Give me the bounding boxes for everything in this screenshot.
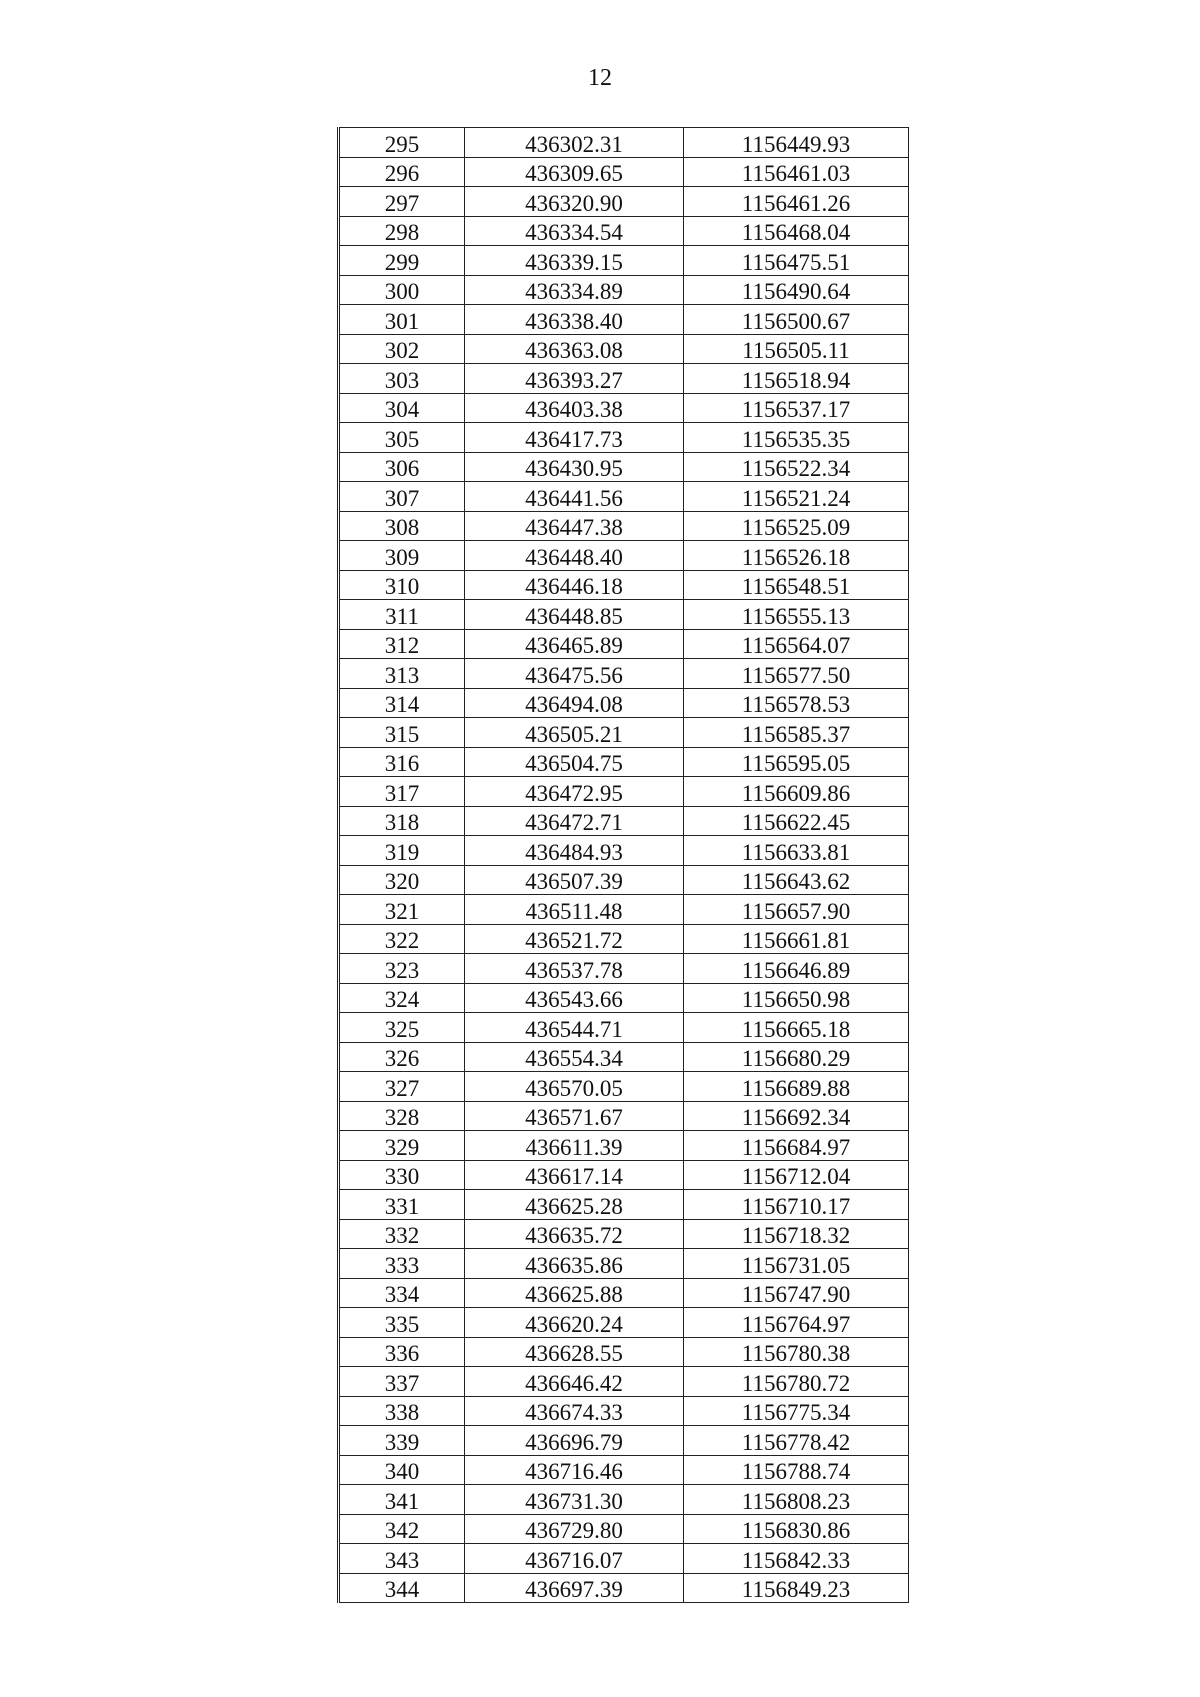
x-coordinate-cell: 436507.39 — [465, 865, 684, 895]
y-coordinate-cell: 1156764.97 — [684, 1308, 909, 1338]
table-row — [339, 1337, 909, 1367]
y-coordinate-cell: 1156710.17 — [684, 1190, 909, 1220]
y-coordinate-cell: 1156537.17 — [684, 393, 909, 423]
table-row — [339, 1190, 909, 1220]
x-coordinate-cell: 436504.75 — [465, 747, 684, 777]
x-coordinate-cell: 436320.90 — [465, 187, 684, 217]
x-coordinate-cell: 436338.40 — [465, 305, 684, 335]
x-coordinate-cell: 436729.80 — [465, 1514, 684, 1544]
y-coordinate-cell: 1156657.90 — [684, 895, 909, 925]
x-coordinate-cell: 436543.66 — [465, 983, 684, 1013]
x-coordinate-cell: 436646.42 — [465, 1367, 684, 1397]
table-row — [339, 1219, 909, 1249]
x-coordinate-cell: 436674.33 — [465, 1396, 684, 1426]
point-number-cell: 315 — [339, 718, 465, 748]
x-coordinate-cell: 436446.18 — [465, 570, 684, 600]
y-coordinate-cell: 1156521.24 — [684, 482, 909, 512]
x-coordinate-cell: 436570.05 — [465, 1072, 684, 1102]
table-row — [339, 570, 909, 600]
point-number-cell: 319 — [339, 836, 465, 866]
table-row — [339, 1013, 909, 1043]
x-coordinate-cell: 436716.07 — [465, 1544, 684, 1574]
point-number-cell: 329 — [339, 1131, 465, 1161]
x-coordinate-cell: 436472.71 — [465, 806, 684, 836]
point-number-cell: 342 — [339, 1514, 465, 1544]
table-row — [339, 511, 909, 541]
y-coordinate-cell: 1156775.34 — [684, 1396, 909, 1426]
point-number-cell: 304 — [339, 393, 465, 423]
y-coordinate-cell: 1156578.53 — [684, 688, 909, 718]
y-coordinate-cell: 1156780.38 — [684, 1337, 909, 1367]
y-coordinate-cell: 1156830.86 — [684, 1514, 909, 1544]
point-number-cell: 317 — [339, 777, 465, 807]
y-coordinate-cell: 1156643.62 — [684, 865, 909, 895]
x-coordinate-cell: 436554.34 — [465, 1042, 684, 1072]
table-row — [339, 865, 909, 895]
x-coordinate-cell: 436430.95 — [465, 452, 684, 482]
y-coordinate-cell: 1156778.42 — [684, 1426, 909, 1456]
y-coordinate-cell: 1156712.04 — [684, 1160, 909, 1190]
y-coordinate-cell: 1156468.04 — [684, 216, 909, 246]
point-number-cell: 335 — [339, 1308, 465, 1338]
point-number-cell: 313 — [339, 659, 465, 689]
y-coordinate-cell: 1156692.34 — [684, 1101, 909, 1131]
x-coordinate-cell: 436617.14 — [465, 1160, 684, 1190]
table-row — [339, 924, 909, 954]
x-coordinate-cell: 436417.73 — [465, 423, 684, 453]
table-row — [339, 305, 909, 335]
point-number-cell: 323 — [339, 954, 465, 984]
x-coordinate-cell: 436571.67 — [465, 1101, 684, 1131]
y-coordinate-cell: 1156684.97 — [684, 1131, 909, 1161]
table-row — [339, 246, 909, 276]
table-row — [339, 954, 909, 984]
table-row — [339, 1072, 909, 1102]
y-coordinate-cell: 1156646.89 — [684, 954, 909, 984]
point-number-cell: 326 — [339, 1042, 465, 1072]
y-coordinate-cell: 1156526.18 — [684, 541, 909, 571]
y-coordinate-cell: 1156490.64 — [684, 275, 909, 305]
point-number-cell: 341 — [339, 1485, 465, 1515]
x-coordinate-cell: 436635.72 — [465, 1219, 684, 1249]
table-row — [339, 1160, 909, 1190]
table-row — [339, 747, 909, 777]
table-row — [339, 1249, 909, 1279]
point-number-cell: 312 — [339, 629, 465, 659]
y-coordinate-cell: 1156665.18 — [684, 1013, 909, 1043]
point-number-cell: 298 — [339, 216, 465, 246]
table-row — [339, 452, 909, 482]
point-number-cell: 309 — [339, 541, 465, 571]
point-number-cell: 336 — [339, 1337, 465, 1367]
point-number-cell: 328 — [339, 1101, 465, 1131]
y-coordinate-cell: 1156500.67 — [684, 305, 909, 335]
table-row — [339, 895, 909, 925]
y-coordinate-cell: 1156518.94 — [684, 364, 909, 394]
table-row — [339, 836, 909, 866]
y-coordinate-cell: 1156842.33 — [684, 1544, 909, 1574]
y-coordinate-cell: 1156622.45 — [684, 806, 909, 836]
coordinates-table — [337, 127, 909, 1603]
table-row — [339, 1455, 909, 1485]
x-coordinate-cell: 436447.38 — [465, 511, 684, 541]
table-row — [339, 393, 909, 423]
table-row — [339, 1426, 909, 1456]
point-number-cell: 340 — [339, 1455, 465, 1485]
x-coordinate-cell: 436494.08 — [465, 688, 684, 718]
y-coordinate-cell: 1156461.03 — [684, 157, 909, 187]
table-row — [339, 718, 909, 748]
page-number: 12 — [588, 65, 612, 91]
x-coordinate-cell: 436697.39 — [465, 1573, 684, 1603]
table-row — [339, 482, 909, 512]
table-row — [339, 157, 909, 187]
x-coordinate-cell: 436544.71 — [465, 1013, 684, 1043]
table-row — [339, 187, 909, 217]
y-coordinate-cell: 1156535.35 — [684, 423, 909, 453]
x-coordinate-cell: 436511.48 — [465, 895, 684, 925]
x-coordinate-cell: 436628.55 — [465, 1337, 684, 1367]
point-number-cell: 305 — [339, 423, 465, 453]
x-coordinate-cell: 436635.86 — [465, 1249, 684, 1279]
point-number-cell: 322 — [339, 924, 465, 954]
point-number-cell: 295 — [339, 128, 465, 158]
point-number-cell: 316 — [339, 747, 465, 777]
x-coordinate-cell: 436448.40 — [465, 541, 684, 571]
table-row — [339, 1131, 909, 1161]
point-number-cell: 343 — [339, 1544, 465, 1574]
point-number-cell: 330 — [339, 1160, 465, 1190]
y-coordinate-cell: 1156661.81 — [684, 924, 909, 954]
y-coordinate-cell: 1156609.86 — [684, 777, 909, 807]
table-row — [339, 659, 909, 689]
y-coordinate-cell: 1156595.05 — [684, 747, 909, 777]
y-coordinate-cell: 1156780.72 — [684, 1367, 909, 1397]
table-row — [339, 1396, 909, 1426]
point-number-cell: 320 — [339, 865, 465, 895]
y-coordinate-cell: 1156505.11 — [684, 334, 909, 364]
y-coordinate-cell: 1156577.50 — [684, 659, 909, 689]
point-number-cell: 297 — [339, 187, 465, 217]
table-row — [339, 1514, 909, 1544]
table-row — [339, 1278, 909, 1308]
table-row — [339, 983, 909, 1013]
y-coordinate-cell: 1156555.13 — [684, 600, 909, 630]
table-row — [339, 1544, 909, 1574]
x-coordinate-cell: 436505.21 — [465, 718, 684, 748]
x-coordinate-cell: 436484.93 — [465, 836, 684, 866]
point-number-cell: 301 — [339, 305, 465, 335]
y-coordinate-cell: 1156747.90 — [684, 1278, 909, 1308]
point-number-cell: 338 — [339, 1396, 465, 1426]
x-coordinate-cell: 436339.15 — [465, 246, 684, 276]
y-coordinate-cell: 1156680.29 — [684, 1042, 909, 1072]
x-coordinate-cell: 436334.54 — [465, 216, 684, 246]
point-number-cell: 303 — [339, 364, 465, 394]
point-number-cell: 308 — [339, 511, 465, 541]
y-coordinate-cell: 1156689.88 — [684, 1072, 909, 1102]
x-coordinate-cell: 436716.46 — [465, 1455, 684, 1485]
table-row — [339, 1367, 909, 1397]
y-coordinate-cell: 1156522.34 — [684, 452, 909, 482]
x-coordinate-cell: 436475.56 — [465, 659, 684, 689]
y-coordinate-cell: 1156548.51 — [684, 570, 909, 600]
point-number-cell: 302 — [339, 334, 465, 364]
y-coordinate-cell: 1156849.23 — [684, 1573, 909, 1603]
y-coordinate-cell: 1156585.37 — [684, 718, 909, 748]
x-coordinate-cell: 436403.38 — [465, 393, 684, 423]
table-row — [339, 1042, 909, 1072]
y-coordinate-cell: 1156564.07 — [684, 629, 909, 659]
point-number-cell: 333 — [339, 1249, 465, 1279]
table-row — [339, 128, 909, 158]
x-coordinate-cell: 436537.78 — [465, 954, 684, 984]
x-coordinate-cell: 436611.39 — [465, 1131, 684, 1161]
table-row — [339, 1573, 909, 1603]
point-number-cell: 324 — [339, 983, 465, 1013]
x-coordinate-cell: 436334.89 — [465, 275, 684, 305]
table-row — [339, 629, 909, 659]
point-number-cell: 300 — [339, 275, 465, 305]
point-number-cell: 327 — [339, 1072, 465, 1102]
table-row — [339, 600, 909, 630]
table-row — [339, 1308, 909, 1338]
x-coordinate-cell: 436393.27 — [465, 364, 684, 394]
x-coordinate-cell: 436309.65 — [465, 157, 684, 187]
point-number-cell: 344 — [339, 1573, 465, 1603]
table-row — [339, 541, 909, 571]
x-coordinate-cell: 436465.89 — [465, 629, 684, 659]
coordinates-table-body — [339, 128, 909, 1603]
point-number-cell: 334 — [339, 1278, 465, 1308]
y-coordinate-cell: 1156718.32 — [684, 1219, 909, 1249]
point-number-cell: 296 — [339, 157, 465, 187]
x-coordinate-cell: 436625.28 — [465, 1190, 684, 1220]
point-number-cell: 332 — [339, 1219, 465, 1249]
x-coordinate-cell: 436731.30 — [465, 1485, 684, 1515]
x-coordinate-cell: 436696.79 — [465, 1426, 684, 1456]
y-coordinate-cell: 1156461.26 — [684, 187, 909, 217]
y-coordinate-cell: 1156788.74 — [684, 1455, 909, 1485]
point-number-cell: 311 — [339, 600, 465, 630]
x-coordinate-cell: 436521.72 — [465, 924, 684, 954]
point-number-cell: 314 — [339, 688, 465, 718]
point-number-cell: 299 — [339, 246, 465, 276]
y-coordinate-cell: 1156633.81 — [684, 836, 909, 866]
table-row — [339, 1485, 909, 1515]
point-number-cell: 337 — [339, 1367, 465, 1397]
y-coordinate-cell: 1156650.98 — [684, 983, 909, 1013]
table-row — [339, 275, 909, 305]
table-row — [339, 688, 909, 718]
x-coordinate-cell: 436472.95 — [465, 777, 684, 807]
y-coordinate-cell: 1156731.05 — [684, 1249, 909, 1279]
point-number-cell: 321 — [339, 895, 465, 925]
point-number-cell: 331 — [339, 1190, 465, 1220]
y-coordinate-cell: 1156475.51 — [684, 246, 909, 276]
table-row — [339, 423, 909, 453]
x-coordinate-cell: 436441.56 — [465, 482, 684, 512]
x-coordinate-cell: 436625.88 — [465, 1278, 684, 1308]
point-number-cell: 318 — [339, 806, 465, 836]
table-row — [339, 1101, 909, 1131]
point-number-cell: 307 — [339, 482, 465, 512]
table-row — [339, 216, 909, 246]
x-coordinate-cell: 436448.85 — [465, 600, 684, 630]
point-number-cell: 306 — [339, 452, 465, 482]
point-number-cell: 339 — [339, 1426, 465, 1456]
x-coordinate-cell: 436363.08 — [465, 334, 684, 364]
y-coordinate-cell: 1156449.93 — [684, 128, 909, 158]
y-coordinate-cell: 1156808.23 — [684, 1485, 909, 1515]
point-number-cell: 325 — [339, 1013, 465, 1043]
y-coordinate-cell: 1156525.09 — [684, 511, 909, 541]
table-row — [339, 334, 909, 364]
point-number-cell: 310 — [339, 570, 465, 600]
table-row — [339, 777, 909, 807]
table-row — [339, 364, 909, 394]
x-coordinate-cell: 436620.24 — [465, 1308, 684, 1338]
x-coordinate-cell: 436302.31 — [465, 128, 684, 158]
table-row — [339, 806, 909, 836]
